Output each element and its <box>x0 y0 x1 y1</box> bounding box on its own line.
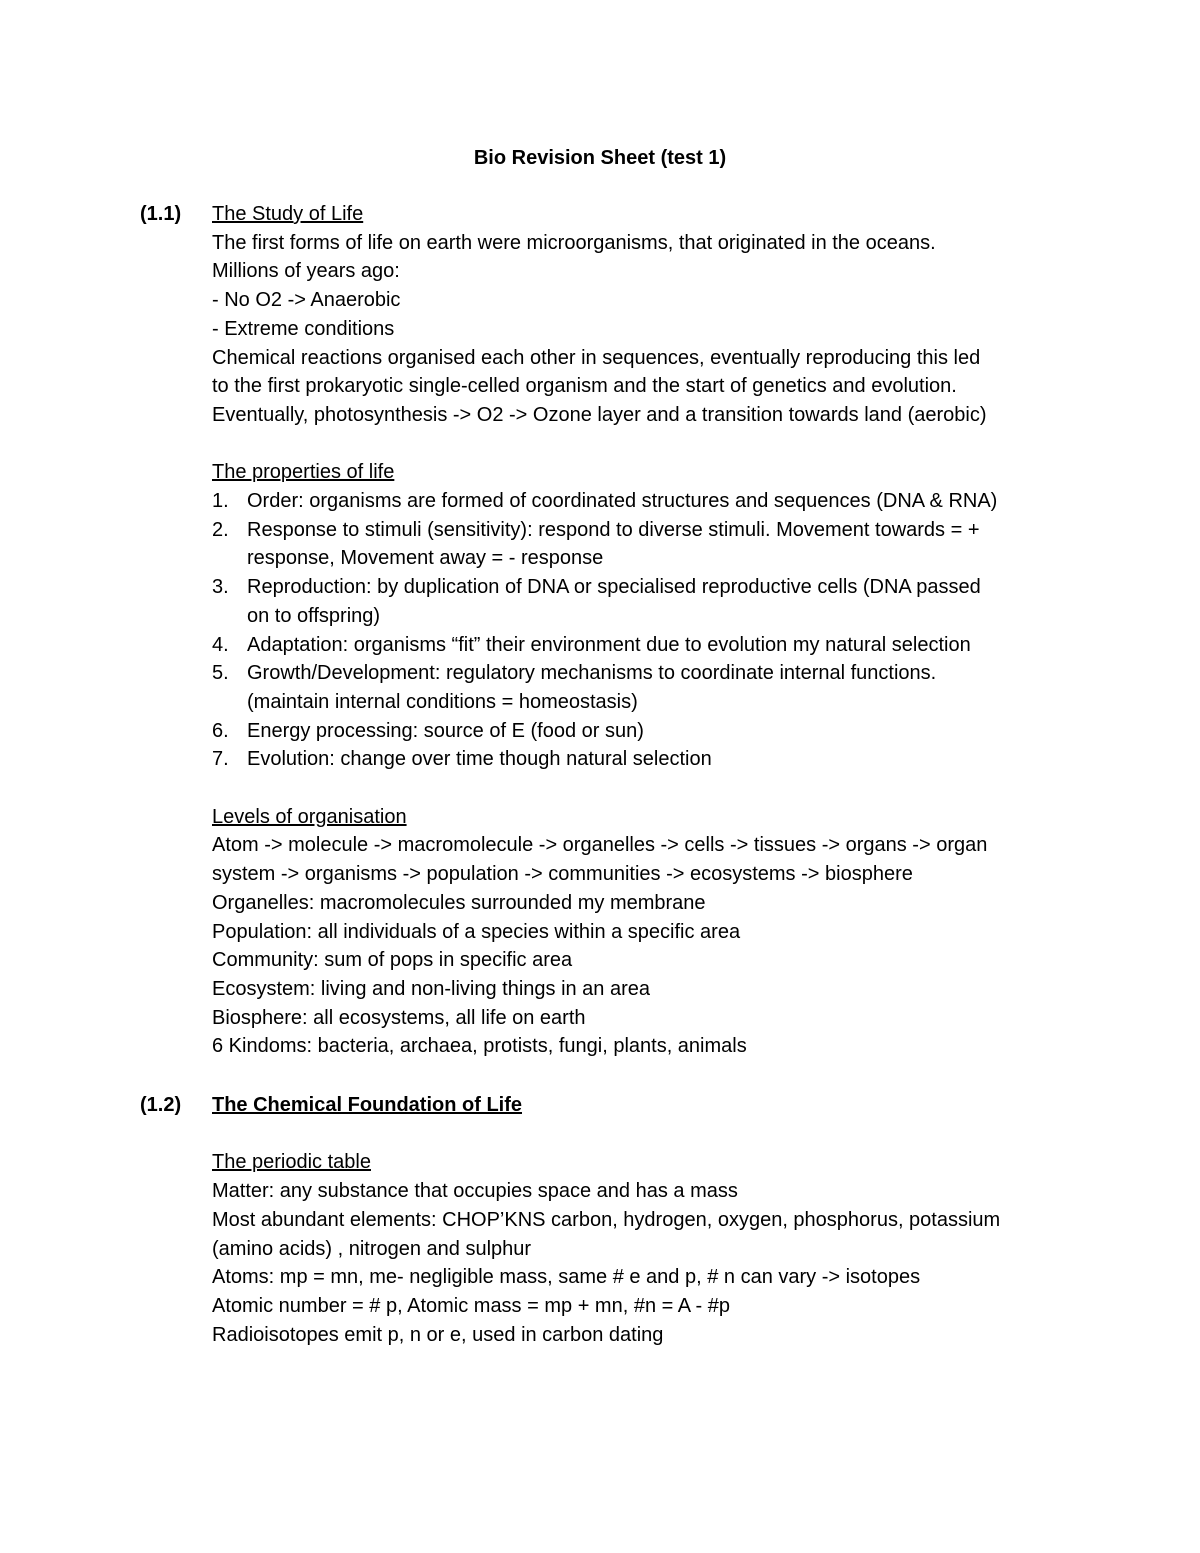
text-line: 6 Kindoms: bacteria, archaea, protists, fungi, plants, animals <box>212 1035 747 1058</box>
section-body <box>212 1091 1072 1349</box>
text-line: Chemical reactions organised each other in sequences, eventually reproducing this led <box>212 346 981 369</box>
list-number: 4. <box>212 633 229 656</box>
text-line: on to offspring) <box>247 604 381 627</box>
list-item <box>212 631 1072 660</box>
text-line: Growth/Development: regulatory mechanisms to coordinate internal functions. <box>247 662 937 685</box>
text-line: Ecosystem: living and non-living things in an area <box>212 977 651 1000</box>
list-item <box>212 516 1072 573</box>
list-item <box>212 487 1072 516</box>
levels-text <box>212 831 1072 1061</box>
properties-list <box>212 487 1072 774</box>
text-line: Adaptation: organisms “fit” their environment due to evolution my natural selection <box>247 633 971 656</box>
text-line: (amino acids) , nitrogen and sulphur <box>212 1237 532 1260</box>
subheading-levels: Levels of organisation <box>212 805 407 828</box>
text-line: Evolution: change over time though natural selection <box>247 748 712 771</box>
text-line: Organelles: macromolecules surrounded my membrane <box>212 891 706 914</box>
list-number: 1. <box>212 490 229 513</box>
text-line: Atomic number = # p, Atomic mass = mp + mn, #n = A - #p <box>212 1294 731 1317</box>
text-line: - No O2 -> Anaerobic <box>212 289 401 312</box>
text-line: Biosphere: all ecosystems, all life on earth <box>212 1006 586 1029</box>
text-line: Order: organisms are formed of coordinated structures and sequences (DNA & RNA) <box>247 490 998 513</box>
list-number: 6. <box>212 719 229 742</box>
section-heading: The Study of Life <box>212 203 364 225</box>
list-number: 5. <box>212 662 229 685</box>
subheading-properties: The properties of life <box>212 461 395 484</box>
text-line: Matter: any substance that occupies space and has a mass <box>212 1180 738 1203</box>
periodic-text <box>212 1177 1072 1349</box>
section-number: (1.1) <box>140 203 182 225</box>
text-line: response, Movement away = - response <box>247 547 604 570</box>
text-line: Eventually, photosynthesis -> O2 -> Ozone layer and a transition towards land (aerobic) <box>212 403 987 426</box>
text-line: - Extreme conditions <box>212 317 395 340</box>
subheading-periodic-table: The periodic table <box>212 1151 371 1174</box>
spacer <box>212 774 1072 803</box>
text-line: to the first prokaryotic single-celled organism and the start of genetics and evolution. <box>212 375 957 398</box>
list-item <box>212 573 1072 630</box>
section-body <box>212 200 1072 1061</box>
text-line: system -> organisms -> population -> communities -> ecosystems -> biosphere <box>212 863 913 886</box>
text-line: Community: sum of pops in specific area <box>212 949 573 972</box>
text-line: Population: all individuals of a species within a specific area <box>212 920 741 943</box>
text-line: Response to stimuli (sensitivity): respond to diverse stimuli. Movement towards = + <box>247 518 980 541</box>
intro-text <box>212 229 1072 430</box>
section-heading: The Chemical Foundation of Life <box>212 1094 522 1116</box>
text-line: The first forms of life on earth were microorganisms, that originated in the oceans. <box>212 231 936 254</box>
list-number: 7. <box>212 748 229 771</box>
text-line: Most abundant elements: CHOP’KNS carbon, hydrogen, oxygen, phosphorus, potassium <box>212 1208 1001 1231</box>
list-item <box>212 745 1072 774</box>
section-number: (1.2) <box>140 1094 182 1116</box>
text-line: Reproduction: by duplication of DNA or specialised reproductive cells (DNA passed <box>247 576 981 599</box>
page-title: Bio Revision Sheet (test 1) <box>473 147 727 169</box>
text-line: Energy processing: source of E (food or sun) <box>247 719 644 742</box>
text-line: (maintain internal conditions = homeostasis) <box>247 690 638 713</box>
text-line: Atoms: mp = mn, me- negligible mass, same # e and p, # n can vary -> isotopes <box>212 1266 921 1289</box>
text-line: Radioisotopes emit p, n or e, used in carbon dating <box>212 1323 664 1346</box>
list-number: 2. <box>212 518 229 541</box>
list-item <box>212 717 1072 746</box>
text-line: Atom -> molecule -> macromolecule -> organelles -> cells -> tissues -> organs -> organ <box>212 834 988 857</box>
spacer <box>212 430 1072 459</box>
list-item <box>212 659 1072 716</box>
text-line: Millions of years ago: <box>212 260 400 283</box>
list-number: 3. <box>212 576 229 599</box>
spacer <box>212 1120 1072 1149</box>
